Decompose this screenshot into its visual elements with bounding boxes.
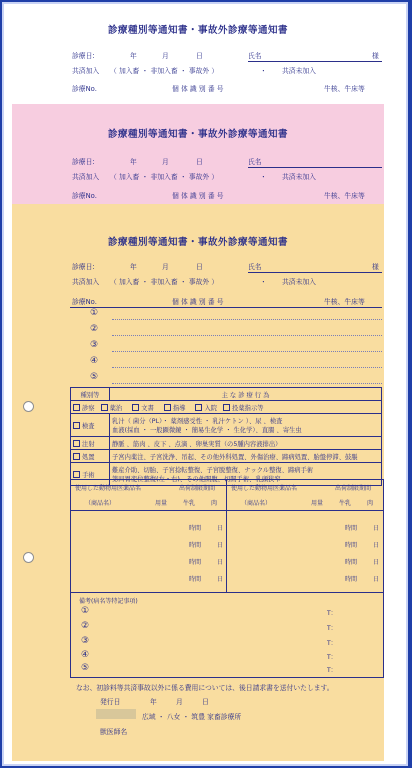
year-label: 年 (130, 158, 137, 166)
month-label: 月 (162, 263, 169, 271)
name-underline (248, 272, 382, 273)
row-line (112, 351, 382, 352)
copy-sheet-yellow (12, 204, 384, 761)
t-label: T： (327, 640, 337, 647)
clinic-no-label: 診療No. (72, 85, 97, 93)
name-underline (248, 61, 382, 62)
dot: ・ (260, 278, 267, 286)
issue-year-label: 年 (150, 698, 157, 706)
id-no-label: 個 体 識 別 番 号 (172, 298, 224, 306)
option-label: 診察 (82, 404, 95, 412)
option-label: 指導 (172, 404, 186, 412)
row-number-2: ② (90, 324, 99, 334)
hour-label: 時間 (345, 576, 358, 583)
hour-label: 時間 (345, 542, 358, 549)
not-enrolled-label: 共済未加入 (282, 278, 316, 286)
remark-number-4: ④ (81, 650, 90, 660)
amount-label: 用量 (311, 500, 324, 507)
hour-label: 時間 (189, 559, 202, 566)
checkbox[interactable] (73, 471, 80, 478)
copy-sheet-pink (12, 104, 384, 204)
product-label: （商品名） (85, 500, 116, 507)
binding-hole (23, 401, 34, 412)
t-label: T： (327, 610, 337, 617)
header-type: 種別等 (71, 388, 110, 401)
t-label: T： (327, 625, 337, 632)
type-cell (71, 437, 110, 450)
issue-month-label: 月 (176, 698, 183, 706)
clinic-label: 広域 ・ 八女 ・ 筑豊 家畜診療所 (142, 713, 242, 721)
checkbox[interactable] (101, 404, 108, 411)
year-label: 年 (130, 263, 137, 271)
content-cell: 子宮内薬注、子宮洗浄、吊起、その他外科処置、外傷治療、蹄病処置、胎盤停滞、鼓脹 (110, 450, 382, 463)
date-label: 診療日: (72, 158, 95, 166)
id-underline (70, 307, 382, 308)
remark-number-2: ② (81, 621, 90, 631)
enroll-options: （ 加入畜 ・ 非加入畜 ・ 事故外 ） (110, 67, 219, 75)
remark-number-1: ① (81, 606, 90, 616)
checkbox[interactable] (73, 404, 80, 411)
row-line (112, 335, 382, 336)
remark-number-5: ⑤ (81, 663, 90, 673)
hour-label: 時間 (345, 559, 358, 566)
drug-used-header: 使用した動物用医薬品名 (75, 485, 142, 492)
drug-divider (226, 480, 227, 592)
type-cell (71, 414, 110, 437)
row-number-3: ③ (90, 340, 99, 350)
content-line: 血液(採血 ・ 一般顕微鏡 ・ 簡易生化学 ・ 生化学）、直腸 、寄生虫 (112, 427, 302, 434)
content-line: 第四胃変位整復(左・右)、その他開腹、切開手術、乳頭狭窄 (112, 476, 281, 483)
day-label: 日 (373, 525, 380, 532)
option-label: 入院 (204, 404, 218, 412)
milk-label: 牛乳 (183, 500, 196, 507)
year-label: 年 (130, 52, 137, 60)
drug-restrict-header: 出荷制限期間 (335, 485, 372, 492)
dot: ・ (260, 67, 267, 75)
type-label: 検査 (82, 422, 95, 430)
hour-label: 時間 (189, 542, 202, 549)
top-options-row (71, 401, 382, 414)
drug-table (70, 479, 384, 593)
vet-label: 獣医師名 (100, 728, 128, 736)
type-label: 処置 (82, 453, 95, 461)
content-line: 乳汁（ 菌分（PL）・ 薬剤感受性 ・ 乳汁ケトン ）、尿 、検査 (112, 418, 283, 425)
name-label: 氏名 (248, 263, 262, 271)
treatment-table (70, 387, 382, 486)
t-label: T： (327, 667, 337, 674)
amount-label: 用量 (155, 500, 168, 507)
day-label: 日 (196, 158, 203, 166)
form-frame (4, 4, 406, 764)
option-label: 文書 (141, 404, 154, 412)
product-label: （商品名） (241, 500, 272, 507)
checkbox[interactable] (164, 404, 171, 411)
date-label: 診療日: (72, 52, 95, 60)
row-line (112, 319, 382, 320)
day-label: 日 (373, 559, 380, 566)
checkbox[interactable] (195, 404, 202, 411)
day-label: 日 (196, 263, 203, 271)
remarks-box (70, 592, 384, 678)
checkbox[interactable] (132, 404, 139, 411)
drug-header-line (71, 510, 383, 511)
content-cell: 静脈 、筋肉 、皮下 、点滴 、卵巣実質（の5腫内容液排出） (110, 437, 382, 450)
sama-label: 様 (372, 52, 379, 60)
row-number-4: ④ (90, 356, 99, 366)
type-cell (71, 450, 110, 463)
type-label: 注射 (82, 440, 95, 448)
binding-hole (23, 552, 34, 563)
cattle-label: 牛核、牛床等 (324, 298, 365, 306)
remark-number-3: ③ (81, 636, 90, 646)
form-title: 診療種別等通知書・事故外診療等通知書 (107, 25, 288, 36)
name-underline (248, 167, 382, 168)
enroll-options: （ 加入畜 ・ 非加入畜 ・ 事故外 ） (110, 278, 219, 286)
remarks-title: 備考(病名等特記事項) (79, 598, 138, 605)
row-line (112, 367, 382, 368)
option-label: 薬治 (109, 404, 123, 412)
day-label: 日 (217, 525, 224, 532)
meat-label: 肉 (367, 500, 374, 507)
content-line: 難産介助、切胎、子宮捻転整復、子宮脱整復、ナックル整復、蹄病手術 (112, 467, 314, 474)
t-label: T： (327, 654, 337, 661)
enroll-label: 共済加入 (72, 173, 100, 181)
meat-label: 肉 (211, 500, 218, 507)
cattle-label: 牛核、牛床等 (324, 85, 365, 93)
day-label: 日 (217, 576, 224, 583)
month-label: 月 (162, 52, 169, 60)
checkbox[interactable] (223, 404, 230, 411)
hour-label: 時間 (189, 525, 202, 532)
day-label: 日 (196, 52, 203, 60)
form-title: 診療種別等通知書・事故外診療等通知書 (107, 237, 288, 248)
not-enrolled-label: 共済未加入 (282, 67, 316, 75)
row-number-5: ⑤ (90, 372, 99, 382)
row-number-1: ① (90, 308, 99, 318)
sama-label: 様 (372, 263, 379, 271)
hour-label: 時間 (345, 525, 358, 532)
hour-label: 時間 (189, 576, 202, 583)
name-label: 氏名 (248, 52, 262, 60)
date-label: 診療日: (72, 263, 95, 271)
id-no-label: 個 体 識 別 番 号 (172, 85, 224, 93)
enroll-label: 共済加入 (72, 278, 100, 286)
id-no-label: 個 体 識 別 番 号 (172, 192, 224, 200)
checkbox[interactable] (73, 422, 80, 429)
day-label: 日 (217, 542, 224, 549)
drug-restrict-header: 出荷制限期間 (179, 485, 216, 492)
footer-notice: なお、初診料等共済事故以外に係る費用については、後日請求書を送付いたします。 (76, 684, 334, 692)
drug-used-header: 使用した動物用医薬品名 (231, 485, 298, 492)
type-label: 手術 (82, 471, 95, 479)
copy-sheet-white (12, 13, 384, 101)
clinic-no-label: 診療No. (72, 192, 97, 200)
name-label: 氏名 (248, 158, 262, 166)
checkbox[interactable] (73, 440, 80, 447)
cattle-label: 牛核、牛床等 (324, 192, 365, 200)
not-enrolled-label: 共済未加入 (282, 173, 316, 181)
milk-label: 牛乳 (339, 500, 352, 507)
day-label: 日 (217, 559, 224, 566)
stamp-area (96, 709, 136, 719)
clinic-no-label: 診療No. (72, 298, 97, 306)
checkbox[interactable] (73, 453, 80, 460)
dot: ・ (260, 173, 267, 181)
option-label: 投薬指示等 (232, 404, 264, 412)
enroll-options: （ 加入畜 ・ 非加入畜 ・ 事故外 ） (110, 173, 219, 181)
month-label: 月 (162, 158, 169, 166)
form-title: 診療種別等通知書・事故外診療等通知書 (107, 129, 288, 140)
issue-date-label: 発行日 (100, 698, 121, 706)
day-label: 日 (373, 576, 380, 583)
row-line (112, 383, 382, 384)
day-label: 日 (373, 542, 380, 549)
issue-day-label: 日 (202, 698, 209, 706)
header-main: 主 な 診 療 行 為 (110, 388, 382, 401)
enroll-label: 共済加入 (72, 67, 100, 75)
content-cell (110, 414, 382, 437)
